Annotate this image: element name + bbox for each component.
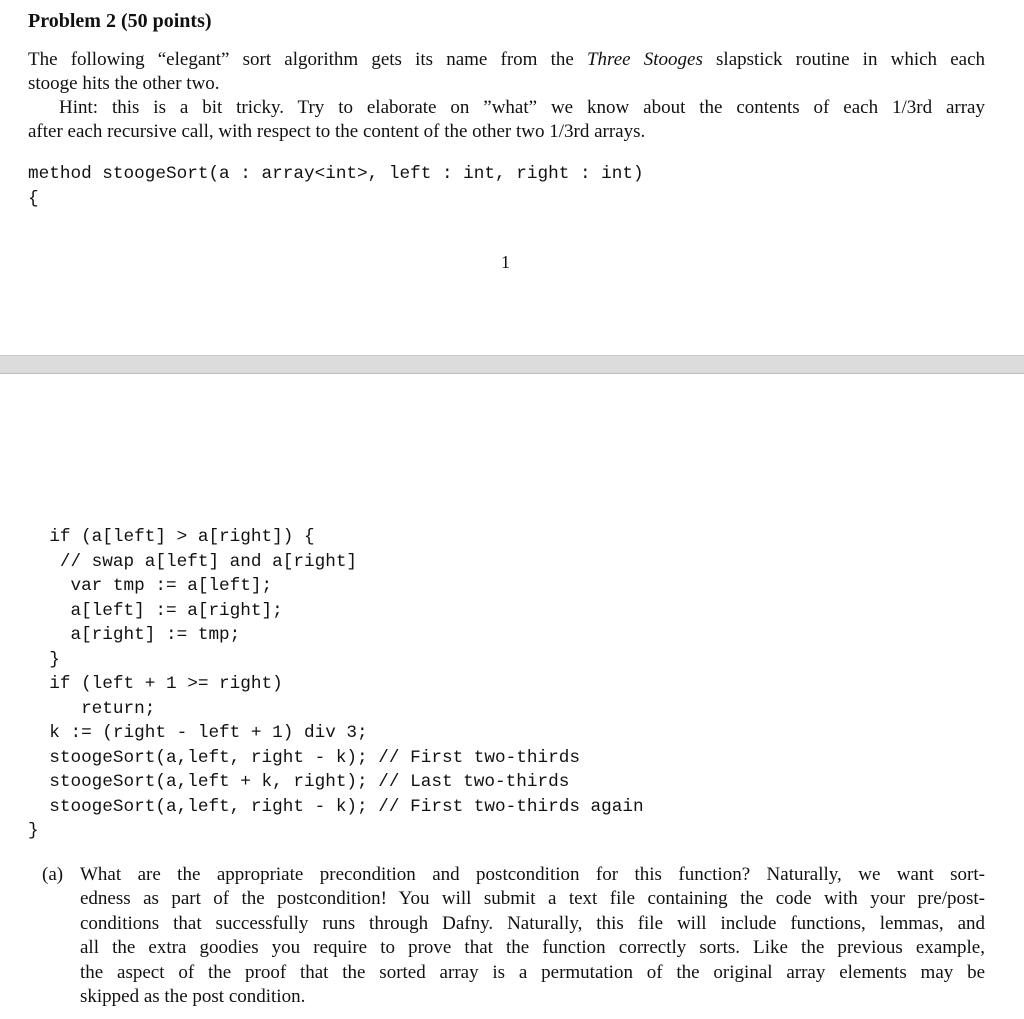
page-separator (0, 355, 1024, 374)
question-line: the aspect of the proof that the sorted array is a permutation of the original array elements may be (80, 961, 985, 983)
hint-line-1: Hint: this is a bit tricky. Try to elaborate on ”what” we know about the contents of each 1/3rd array (59, 97, 985, 118)
intro-italic-text: Three Stooges (586, 49, 703, 70)
question-line: all the extra goodies you require to prove that the function correctly sorts. Like the previous example, (80, 937, 985, 959)
intro-line-2: stooge hits the other two. (28, 73, 220, 94)
intro-line-1 (28, 48, 985, 72)
method-body-code: if (a[left] > a[right]) { // swap a[left] and a[right] var tmp := a[left]; a[left] := a[right]; a[right] := tmp; } if (left + 1 >= right) return; k := (right - left + 1) div 3; stoogeSort(a,left, right - k); // First two-thirds stoogeSort(a,left + k, right); // Last two-thirds stoogeSort(a,left, right - k); // First two-thirds again } (28, 527, 644, 841)
question-line: skipped as the post condition. (80, 986, 306, 1007)
method-signature-code: method stoogeSort(a : array<int>, left : int, right : int) { (28, 164, 644, 209)
page-number: 1 (501, 252, 510, 272)
question-label: (a) (42, 864, 64, 885)
question-line: conditions that successfully runs through Dafny. Naturally, this file will include functions, lemmas, and (80, 912, 985, 934)
question-line: What are the appropriate precondition and postcondition for this function? Naturally, we want sort- (80, 864, 985, 885)
intro-text: slapstick routine in which each (702, 49, 985, 70)
intro-text: The following “elegant” sort algorithm gets its name from the (28, 49, 587, 70)
hint-line-2: after each recursive call, with respect to the content of the other two 1/3rd arrays. (28, 121, 646, 142)
problem-title: Problem 2 (50 points) (28, 10, 212, 32)
question-line: edness as part of the postcondition! You will submit a text file containing the code with your pre/post- (80, 888, 985, 910)
